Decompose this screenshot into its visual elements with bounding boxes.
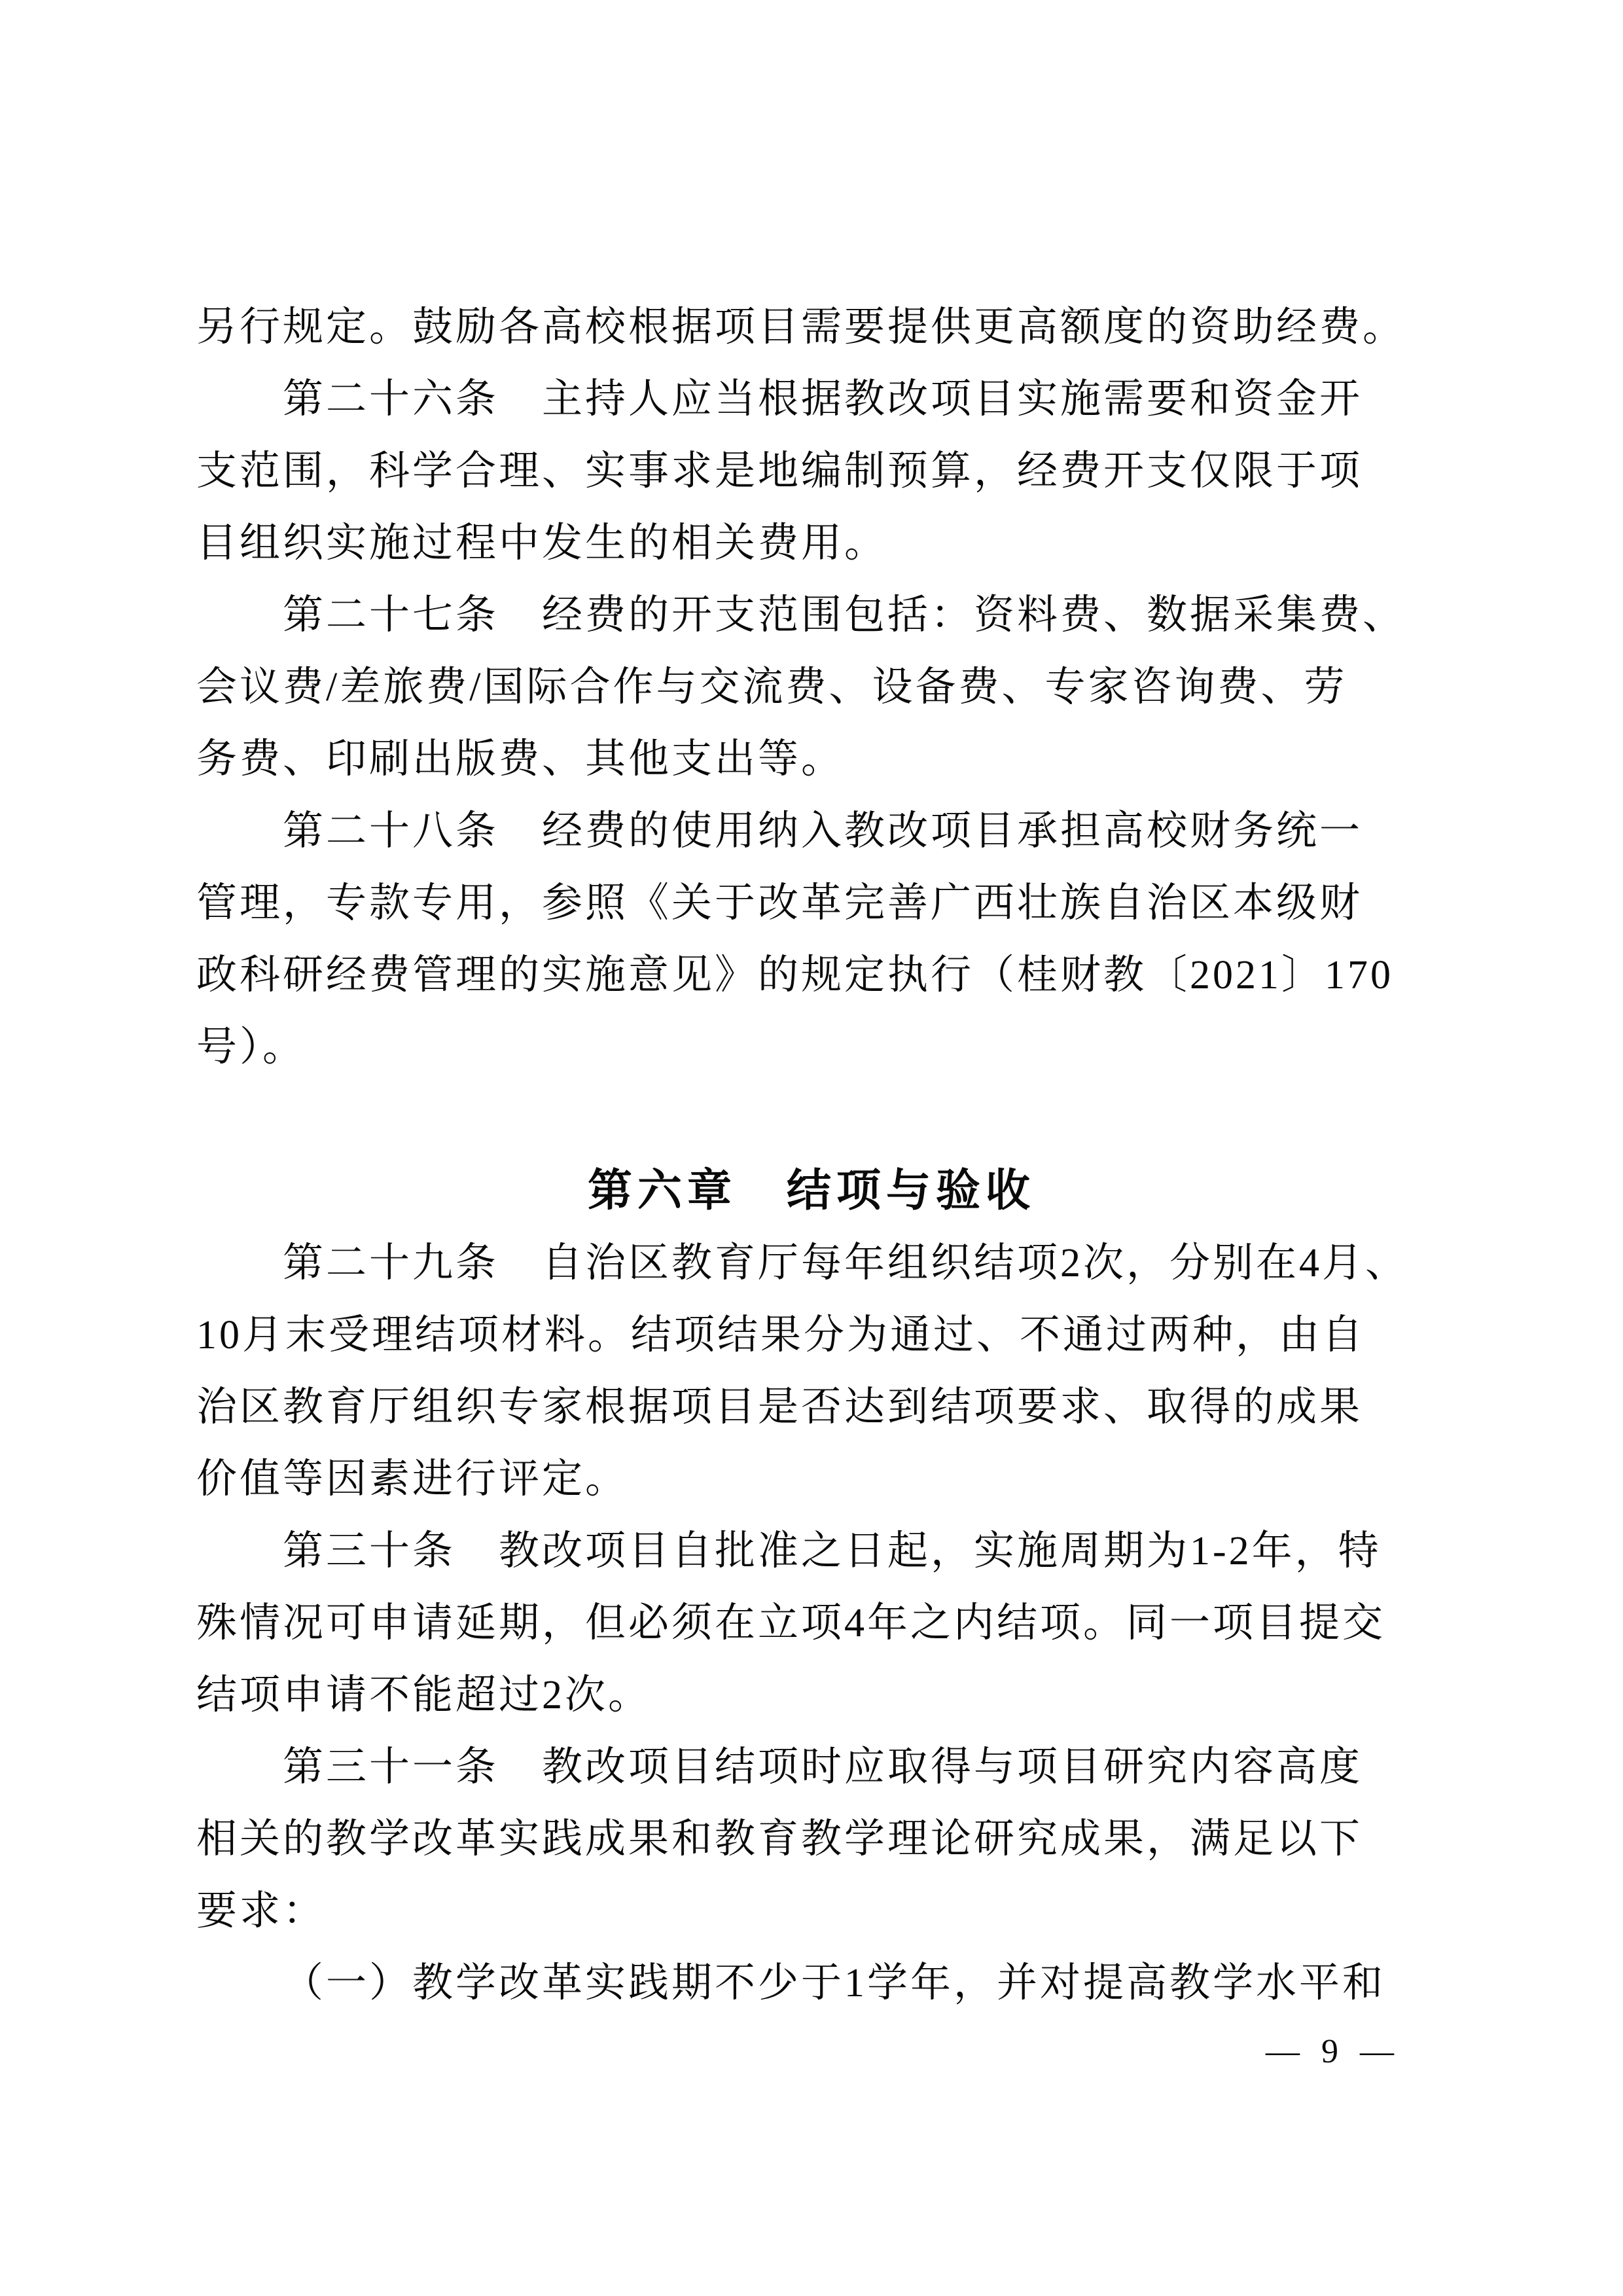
text-line: 政科研经费管理的实施意见》的规定执行（桂财教〔2021〕170	[196, 953, 1394, 997]
blank-line	[196, 1083, 1427, 1155]
chapter-heading: 第六章 结项与验收	[587, 1165, 1035, 1217]
text-line: 支范围，科学合理、实事求是地编制预算，经费开支仅限于项	[196, 449, 1363, 493]
text-line: 要求：	[196, 1889, 327, 1933]
text-line: 10月末受理结项材料。结项结果分为通过、不通过两种，由自	[196, 1313, 1366, 1357]
text-line-article-30: 第三十条 教改项目自批准之日起，实施周期为1-2年，特	[283, 1529, 1382, 1573]
text-line-article-26: 第二十六条 主持人应当根据教改项目实施需要和资金开	[283, 377, 1363, 422]
text-line: 号）。	[196, 1025, 306, 1069]
text-line: 殊情况可申请延期，但必须在立项4年之内结项。同一项目提交	[196, 1601, 1386, 1645]
text-line-article-28: 第二十八条 经费的使用纳入教改项目承担高校财务统一	[283, 809, 1363, 853]
text-line-article-29: 第二十九条 自治区教育厅每年组织结项2次，分别在4月、	[283, 1241, 1409, 1285]
text-line: 另行规定。鼓励各高校根据项目需要提供更高额度的资助经费。	[196, 305, 1406, 350]
text-line: 会议费/差旅费/国际合作与交流费、设备费、专家咨询费、劳	[196, 665, 1347, 709]
text-line: 结项申请不能超过2次。	[196, 1673, 652, 1717]
text-line: 管理，专款专用，参照《关于改革完善广西壮族自治区本级财	[196, 881, 1363, 925]
text-line-article-31: 第三十一条 教改项目结项时应取得与项目研究内容高度	[283, 1745, 1363, 1789]
text-line: 相关的教学改革实践成果和教育教学理论研究成果，满足以下	[196, 1817, 1363, 1861]
text-line: 务费、印刷出版费、其他支出等。	[196, 737, 845, 781]
text-line-article-27: 第二十七条 经费的开支范围包括：资料费、数据采集费、	[283, 593, 1406, 637]
text-line: 目组织实施过程中发生的相关费用。	[196, 521, 888, 565]
text-line-item-1: （一）教学改革实践期不少于1学年，并对提高教学水平和	[283, 1961, 1386, 2005]
text-line: 价值等因素进行评定。	[196, 1457, 629, 1501]
page-number: — 9 —	[1266, 2033, 1400, 2070]
text-line: 治区教育厅组织专家根据项目是否达到结项要求、取得的成果	[196, 1385, 1363, 1429]
